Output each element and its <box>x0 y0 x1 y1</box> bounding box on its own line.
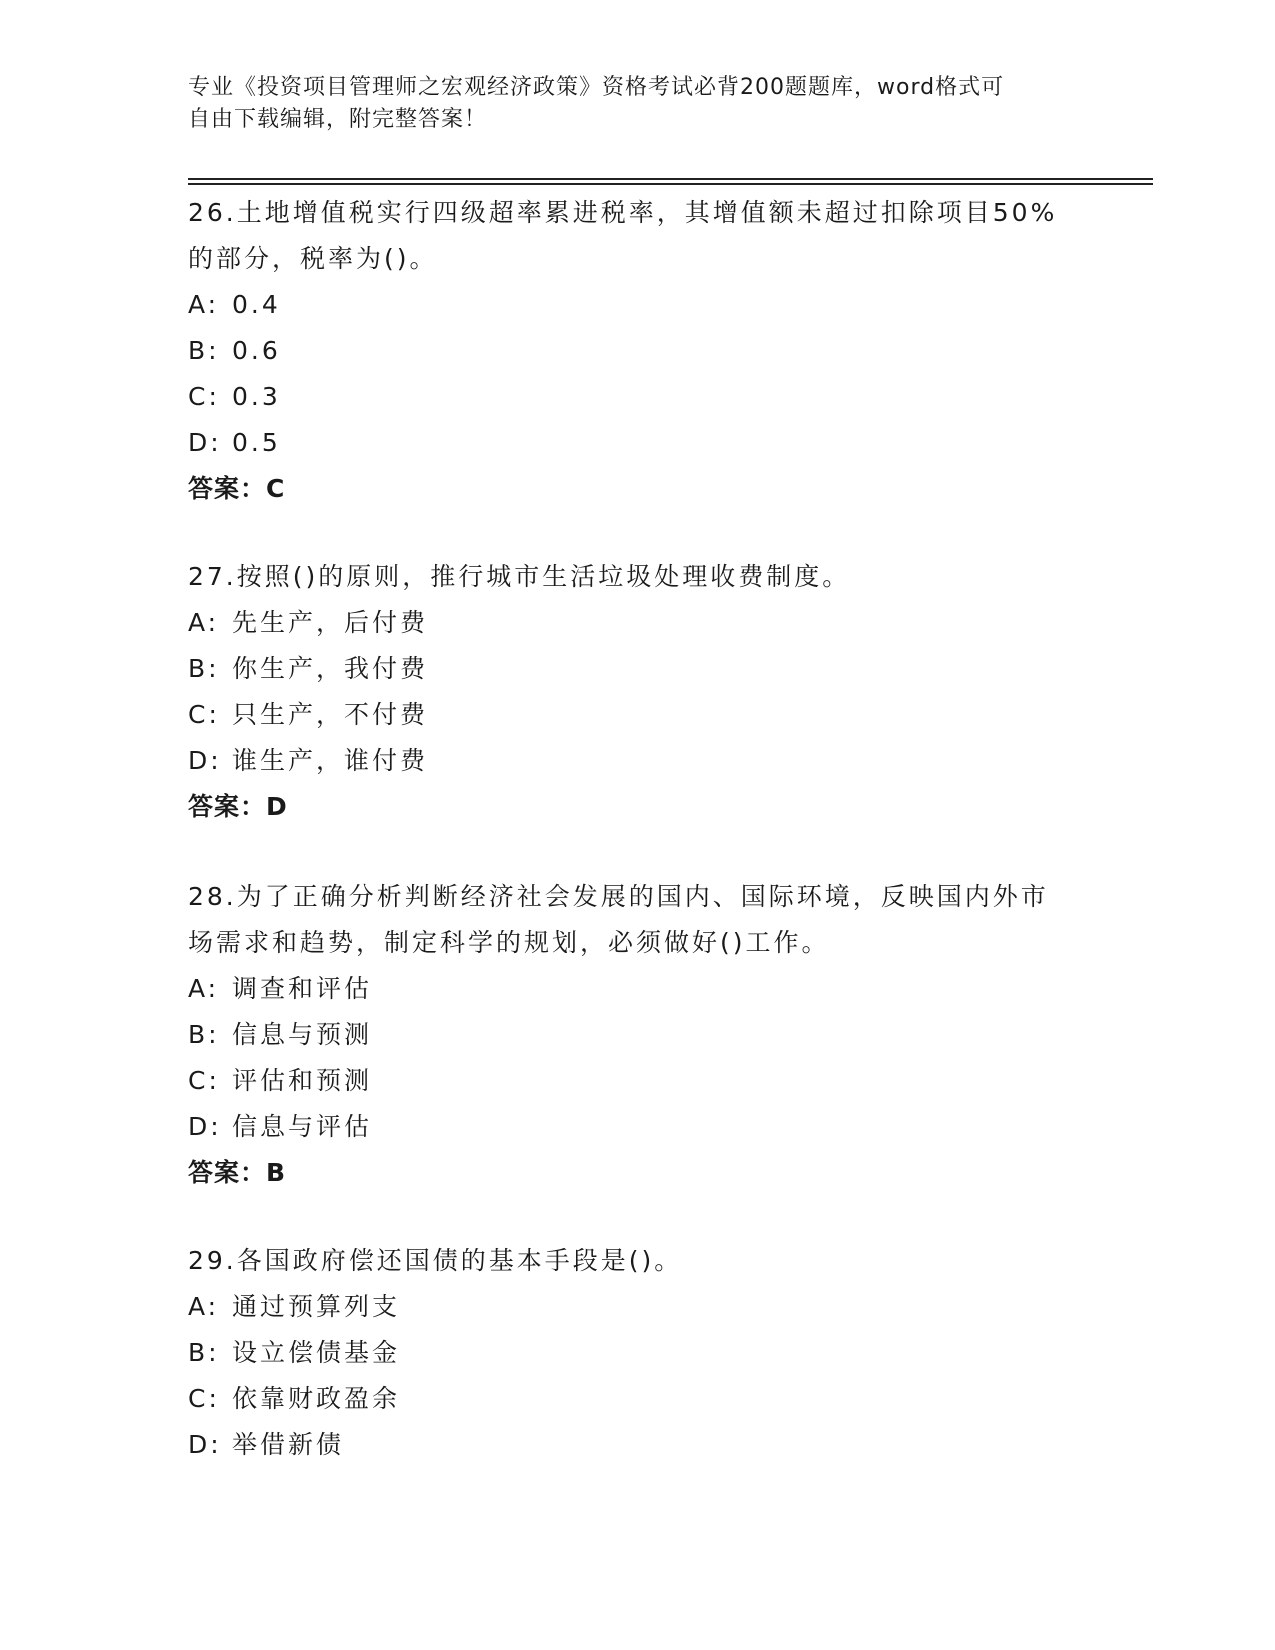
question-26 <box>188 190 1088 512</box>
question-text: 29.各国政府偿还国债的基本手段是()。 <box>188 1246 683 1275</box>
option-d <box>188 738 1088 784</box>
answer-label: 答案：D <box>188 792 288 821</box>
option-letter: A: <box>188 608 220 637</box>
option-letter: A: <box>188 290 220 319</box>
option-letter: D: <box>188 1430 222 1459</box>
header-divider-top <box>188 178 1153 180</box>
option-letter: C: <box>188 382 220 411</box>
option-b <box>188 1012 1088 1058</box>
option-letter: B: <box>188 1338 220 1367</box>
option-text: 举借新债 <box>232 1430 345 1459</box>
option-letter: D: <box>188 428 222 457</box>
option-d <box>188 1422 1088 1468</box>
document-header <box>188 72 1068 136</box>
option-c <box>188 1376 1088 1422</box>
option-c <box>188 692 1088 738</box>
option-text: 0.3 <box>232 382 281 411</box>
option-text: 0.5 <box>232 428 281 457</box>
option-b <box>188 646 1088 692</box>
option-text: 信息与预测 <box>232 1020 373 1049</box>
option-a <box>188 282 1088 328</box>
question-28 <box>188 874 1088 1196</box>
option-a <box>188 600 1088 646</box>
option-letter: D: <box>188 746 222 775</box>
option-text: 设立偿债基金 <box>232 1338 401 1367</box>
question-text: 26.土地增值税实行四级超率累进税率，其增值额未超过扣除项目50% <box>188 198 1058 227</box>
option-letter: C: <box>188 700 220 729</box>
option-b <box>188 1330 1088 1376</box>
option-text: 0.6 <box>232 336 281 365</box>
option-text: 依靠财政盈余 <box>232 1384 401 1413</box>
option-text: 谁生产，谁付费 <box>232 746 429 775</box>
option-text: 0.4 <box>232 290 281 319</box>
option-letter: B: <box>188 336 220 365</box>
option-d <box>188 420 1088 466</box>
option-a <box>188 1284 1088 1330</box>
option-b <box>188 328 1088 374</box>
option-c <box>188 1058 1088 1104</box>
option-c <box>188 374 1088 420</box>
option-text: 你生产，我付费 <box>232 654 429 683</box>
option-letter: A: <box>188 974 220 1003</box>
answer-label: 答案：C <box>188 474 286 503</box>
option-d <box>188 1104 1088 1150</box>
question-text: 场需求和趋势，制定科学的规划，必须做好()工作。 <box>188 928 830 957</box>
option-letter: C: <box>188 1066 220 1095</box>
option-text: 信息与评估 <box>232 1112 373 1141</box>
option-a <box>188 966 1088 1012</box>
option-letter: C: <box>188 1384 220 1413</box>
question-text: 27.按照()的原则，推行城市生活垃圾处理收费制度。 <box>188 562 851 591</box>
option-text: 调查和评估 <box>232 974 373 1003</box>
option-text: 评估和预测 <box>232 1066 373 1095</box>
header-line-1: 专业《投资项目管理师之宏观经济政策》资格考试必背200题题库，word格式可 <box>188 75 1005 100</box>
question-text: 的部分，税率为()。 <box>188 244 438 273</box>
header-line-2: 自由下载编辑，附完整答案！ <box>188 107 488 132</box>
option-text: 通过预算列支 <box>232 1292 401 1321</box>
header-divider-bottom <box>188 183 1153 185</box>
question-text: 28.为了正确分析判断经济社会发展的国内、国际环境，反映国内外市 <box>188 882 1049 911</box>
option-letter: A: <box>188 1292 220 1321</box>
option-text: 只生产，不付费 <box>232 700 429 729</box>
question-29 <box>188 1238 1088 1468</box>
answer-label: 答案：B <box>188 1158 287 1187</box>
question-27 <box>188 554 1088 830</box>
option-letter: B: <box>188 1020 220 1049</box>
option-letter: B: <box>188 654 220 683</box>
option-letter: D: <box>188 1112 222 1141</box>
option-text: 先生产，后付费 <box>232 608 429 637</box>
